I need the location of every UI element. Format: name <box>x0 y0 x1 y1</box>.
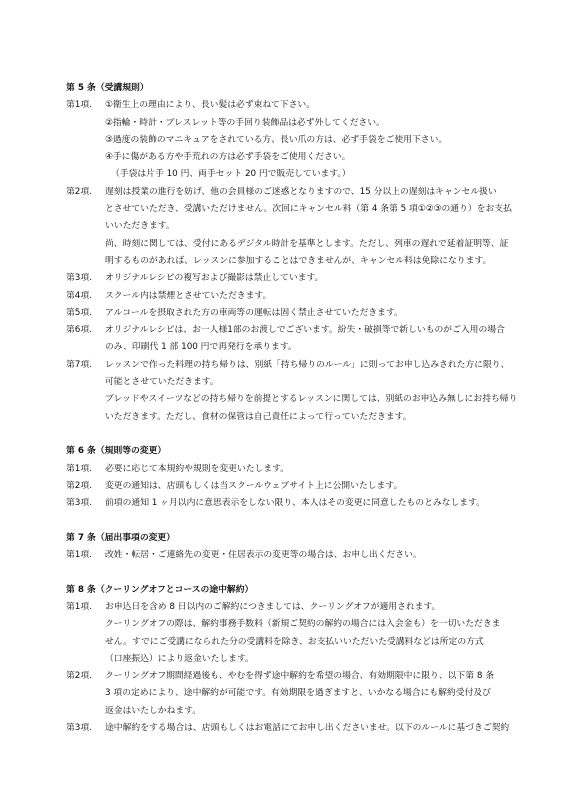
clause-line: 遅刻は授業の進行を妨げ、他の会員様のご迷惑となりますので、15 分以上の遅刻はキャンセル扱い <box>105 186 497 197</box>
clause-line: レッスンで作った料理の持ち帰りは、別紙「持ち帰りのルール」に則ってお申し込みされた方に限り、 <box>105 359 510 370</box>
clause-item <box>66 184 511 270</box>
clause-item <box>66 668 511 720</box>
clause-line: お申込日を含め 8 日以内のご解約につきましては、クーリングオフが適用されます。 <box>105 601 441 612</box>
clause-item <box>66 288 511 305</box>
article-6 <box>66 443 511 512</box>
clause-line: （手袋は片手 10 円、両手セット 20 円で販売しています。） <box>111 169 351 180</box>
clause-body <box>105 97 511 183</box>
article-heading: 第 6 条（規則等の変更） <box>66 446 167 457</box>
article-heading: 第 5 条（受講規則） <box>66 83 149 93</box>
clause-label: 第2項. <box>66 480 92 491</box>
article-heading: 第 8 条（クーリングオフとコースの途中解約） <box>66 584 254 595</box>
clause-body <box>105 184 511 270</box>
clause-body <box>105 478 511 495</box>
clause-body <box>105 270 511 287</box>
clause-item <box>66 97 511 183</box>
clause-body <box>105 288 511 305</box>
clause-line: のみ、印刷代 1 部 100 円で再発行を承ります。 <box>105 342 297 353</box>
clause-item <box>66 270 511 287</box>
clause-label: 第3項. <box>66 273 92 284</box>
clause-line: いただきます。ただし、食材の保管は自己責任によって行っていただきます。 <box>105 411 412 422</box>
clause-item <box>66 322 511 357</box>
clause-label: 第6項. <box>66 325 92 336</box>
article-5 <box>66 80 518 426</box>
clause-label: 第1項. <box>66 100 92 111</box>
clause-item <box>66 461 511 478</box>
clause-item <box>66 547 511 564</box>
clause-label: 第7項. <box>66 359 92 370</box>
clause-body <box>105 495 511 512</box>
document-body <box>66 80 518 755</box>
clause-line: とさせていただき、受講いただけません。次回にキャンセル料（第 4 条第 5 項①②③の通り）をお支払 <box>105 204 512 215</box>
clause-label: 第2項. <box>66 186 92 197</box>
clause-label: 第4項. <box>66 290 92 301</box>
clause-label: 第3項. <box>66 498 92 509</box>
clause-line: 返金はいたしかねます。 <box>105 705 202 716</box>
clause-label: 第3項. <box>66 722 92 733</box>
clause-item <box>66 720 511 737</box>
clause-label: 第2項. <box>66 671 92 682</box>
article-heading: 第 7 条（届出事項の変更） <box>66 532 176 543</box>
article-8 <box>66 582 511 738</box>
clause-body <box>105 357 518 426</box>
clause-line: 必要に応じて本規約や規則を変更いたします。 <box>105 463 290 474</box>
clause-body <box>105 322 511 357</box>
clause-body <box>105 599 511 668</box>
clause-label: 第1項. <box>66 550 92 561</box>
clause-line: オリジナルレシピの複写および撮影は禁止しています。 <box>105 273 324 284</box>
clause-body <box>105 720 511 737</box>
clause-line: ④手に傷がある方や手荒れの方は必ず手袋をご使用ください。 <box>105 152 351 163</box>
clause-item <box>66 357 518 426</box>
clause-line: スクール内は禁煙とさせていただきます。 <box>105 290 272 301</box>
clause-body <box>105 461 511 478</box>
clause-line: 前項の通知 1 ヶ月以内に意思表示をしない限り、本人はその変更に同意したものとみなします。 <box>105 498 485 509</box>
clause-line: クーリングオフの際は、解約事務手数料（新規ご契約の解約の場合には入会金も）を一切いただきま <box>105 619 501 630</box>
clause-body <box>105 305 511 322</box>
clause-line: ③過度の装飾のマニキュアをされている方、長い爪の方は、必ず手袋をご使用下さい。 <box>105 134 448 145</box>
article-7 <box>66 530 511 565</box>
clause-item <box>66 305 511 322</box>
clause-line: ②指輪・時計・ブレスレット等の手回り装飾品は必ず外してください。 <box>105 117 385 128</box>
clause-line: 3 項の定めにより、途中解約が可能です。有効期限を過ぎますと、いかなる場合にも解約受付及び <box>105 688 491 699</box>
clause-line: 途中解約をする場合は、店頭もしくはお電話にてお申し出くださいませ。以下のルールに基づきご契約 <box>105 722 510 733</box>
clause-line: （口座振込）により返金いたします。 <box>105 653 254 664</box>
clause-label: 第5項. <box>66 307 92 318</box>
clause-line: 尚、時刻に関しては、受付にあるデジタル時計を基準とします。ただし、列車の遅れで延着証明等、証 <box>105 238 509 249</box>
clause-label: 第1項. <box>66 601 92 612</box>
clause-line: アルコールを摂取された方の車両等の運転は固く禁止させていただきます。 <box>105 307 403 318</box>
clause-line: ブレッドやスイーツなどの持ち帰りを前提とするレッスンに関しては、別紙のお申込み無しにお持ち帰り <box>105 394 518 405</box>
clause-line: 改姓・転居・ご連絡先の変更・住居表示の変更等の場合は、お申し出ください。 <box>105 550 422 561</box>
clause-body <box>105 547 511 564</box>
clause-item <box>66 495 511 512</box>
clause-item <box>66 599 511 668</box>
clause-item <box>66 478 511 495</box>
clause-line: せん。すでにご受講になられた分の受講料を除き、お支払いいただいた受講料などは所定の方式 <box>105 636 484 647</box>
clause-line: いいただきます。 <box>105 221 175 232</box>
clause-line: 可能とさせていただきます。 <box>105 377 219 388</box>
clause-line: 変更の通知は、店頭もしくは当スクールウェブサイト上に公開いたします。 <box>105 480 403 491</box>
clause-line: 明するものがあれば、レッスンに参加することはできませんが、キャンセル料は免除になります。 <box>105 255 492 266</box>
clause-label: 第1項. <box>66 463 92 474</box>
clause-line: クーリングオフ期間経過後も、やむを得ず途中解約を希望の場合、有効期限中に限り、以下第 8 条 <box>105 671 495 682</box>
clause-line: オリジナルレシピは、お一人様1部のお渡しでございます。紛失・破損等で新しいものがご入用の場合 <box>105 325 505 336</box>
clause-line: ①衛生上の理由により、長い髪は必ず束ねて下さい。 <box>105 100 315 111</box>
clause-body <box>105 668 511 720</box>
